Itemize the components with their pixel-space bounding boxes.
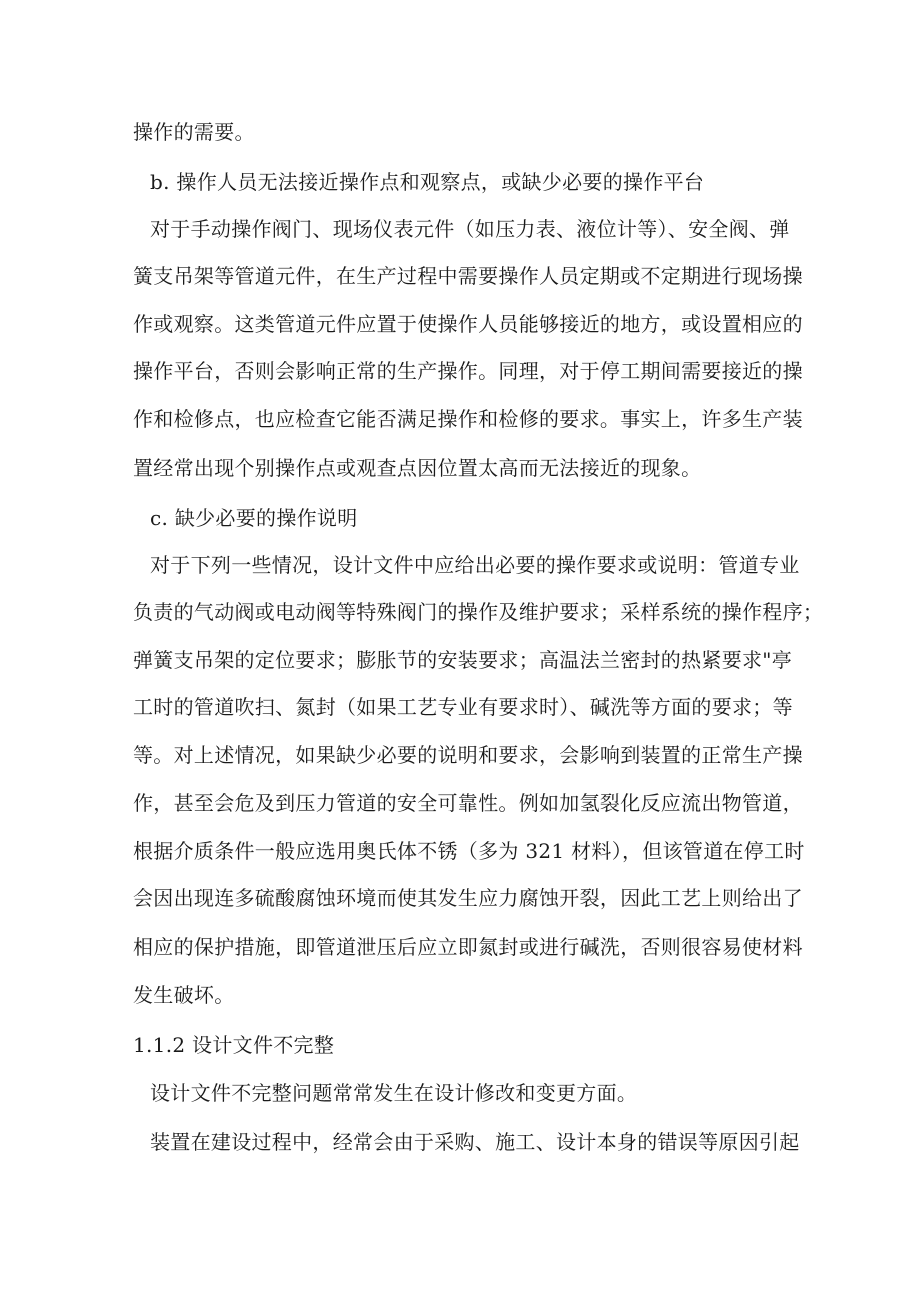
paragraph-line: 作或观察。这类管道元件应置于使操作人员能够接近的地方，或设置相应的 [133,312,803,336]
paragraph-line: 等。对上述情况，如果缺少必要的说明和要求，会影响到装置的正常生产操 [133,743,803,767]
paragraph-line: 发生破坏。 [133,983,235,1007]
paragraph-line: 簧支吊架等管道元件，在生产过程中需要操作人员定期或不定期进行现场操 [133,264,803,288]
paragraph-line: 对于下列一些情况，设计文件中应给出必要的操作要求或说明：管道专业 [150,553,800,577]
paragraph-line: 会因出现连多硫酸腐蚀环境而使其发生应力腐蚀开裂，因此工艺上则给出了 [133,886,803,910]
paragraph-line: 操作平台，否则会影响正常的生产操作。同理，对于停工期间需要接近的操 [133,359,803,383]
paragraph-line: 作和检修点，也应检查它能否满足操作和检修的要求。事实上，许多生产装 [133,407,803,431]
paragraph-line: 装置在建设过程中，经常会由于采购、施工、设计本身的错误等原因引起 [150,1130,800,1154]
paragraph-line: 根据介质条件一般应选用奥氏体不锈（多为 321 材料），但该管道在停工时 [133,839,805,863]
paragraph-line: 负责的气动阀或电动阀等特殊阀门的操作及维护要求；采样系统的操作程序； [133,600,824,624]
paragraph-line: 相应的保护措施，即管道泄压后应立即氮封或进行碱洗，否则很容易使材料 [133,935,803,959]
paragraph-line: 工时的管道吹扫、氮封（如果工艺专业有要求时）、碱洗等方面的要求；等 [133,695,793,719]
paragraph-line: 弹簧支吊架的定位要求；膨胀节的安装要求；高温法兰密封的热紧要求"亭 [133,648,793,672]
paragraph-line: 作，甚至会危及到压力管道的安全可靠性。例如加氢裂化反应流出物管道， [133,791,803,815]
paragraph-line: 设计文件不完整问题常常发生在设计修改和变更方面。 [150,1081,638,1105]
section-heading: 1.1.2 设计文件不完整 [133,1033,335,1057]
subheading-c: c. 缺少必要的操作说明 [150,506,358,530]
paragraph-line: 置经常出现个别操作点或观查点因位置太高而无法接近的现象。 [133,456,702,480]
subheading-b: b. 操作人员无法接近操作点和观察点，或缺少必要的操作平台 [150,170,705,194]
paragraph-line: 对于手动操作阀门、现场仪表元件（如压力表、液位计等）、安全阀、弹 [150,217,790,241]
paragraph-line: 操作的需要。 [133,120,255,144]
